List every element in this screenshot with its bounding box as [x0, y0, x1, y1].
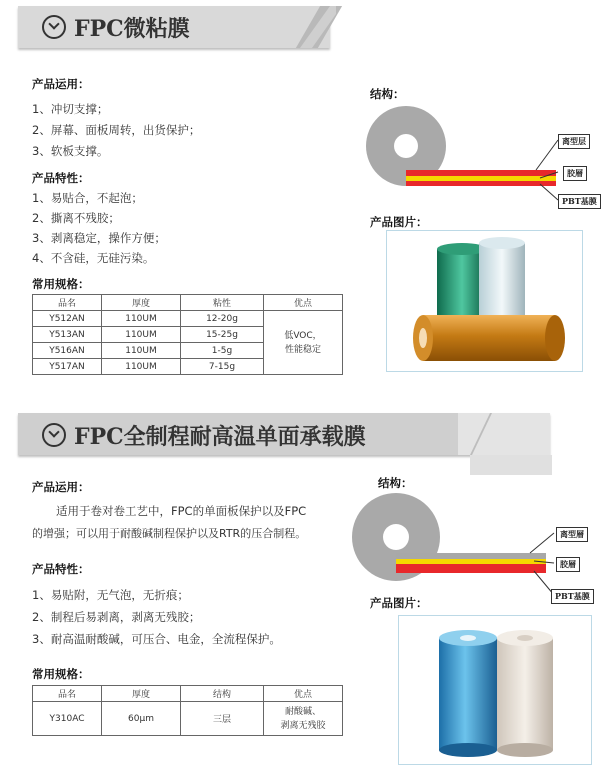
table-header: 优点: [264, 686, 343, 702]
structure-label-release-layer: 离型层: [558, 134, 590, 149]
structure-heading: 结构：: [370, 87, 405, 101]
features-heading: 产品特性：: [32, 562, 90, 576]
chevron-down-circle-icon: [42, 15, 66, 39]
banner-accent: [300, 6, 336, 56]
application-heading: 产品运用：: [32, 77, 90, 91]
photo-heading: 产品图片：: [370, 596, 428, 610]
table-cell: 三层: [181, 702, 264, 736]
table-cell: Y517AN: [33, 359, 102, 375]
spec-table: [32, 685, 343, 736]
feature-item: 2、制程后易剥离，剥离无残胶；: [32, 610, 201, 624]
table-row: [33, 311, 343, 327]
spec-table: [32, 294, 343, 375]
structure-diagram: [348, 491, 610, 601]
structure-label-adhesive: 胶層: [556, 557, 580, 572]
table-header: 粘性: [181, 295, 264, 311]
section-title: FPC全制程耐高温单面承载膜: [42, 420, 366, 451]
feature-item: 3、剥离稳定，操作方便；: [32, 231, 166, 245]
feature-item: 1、易贴合，不起泡；: [32, 191, 143, 205]
table-cell: 15-25g: [181, 327, 264, 343]
application-item: 1、冲切支撑；: [32, 102, 109, 116]
structure-label-pbt: PBT基膜: [558, 194, 601, 209]
table-header: 厚度: [102, 686, 181, 702]
product-photo: [398, 615, 592, 765]
chevron-down-circle-icon: [42, 423, 66, 447]
table-header: 品名: [33, 295, 102, 311]
table-cell: Y516AN: [33, 343, 102, 359]
structure-label-release-layer: 离型層: [556, 527, 588, 542]
table-cell: Y512AN: [33, 311, 102, 327]
table-header: 优点: [264, 295, 343, 311]
application-text: 的增强；可以用于耐酸碱制程保护以及RTR的压合制程。: [32, 527, 307, 540]
table-cell: 110UM: [102, 311, 181, 327]
advantage-cell: 耐酸碱、 剥离无残胶: [264, 702, 343, 736]
application-text: 适用于卷对卷工艺中，FPC的单面板保护以及FPC: [56, 504, 307, 518]
application-item: 2、屏幕、面板周转，出货保护；: [32, 123, 201, 137]
feature-item: 2、撕离不残胶；: [32, 211, 120, 225]
feature-item: 4、不含硅，无硅污染。: [32, 251, 155, 265]
table-cell: 1-5g: [181, 343, 264, 359]
advantage-cell: 低VOC， 性能稳定: [264, 311, 343, 375]
spec-heading: 常用规格：: [32, 277, 90, 291]
table-header-row: [33, 686, 343, 702]
table-cell: Y513AN: [33, 327, 102, 343]
table-header-row: [33, 295, 343, 311]
table-header: 厚度: [102, 295, 181, 311]
application-heading: 产品运用：: [32, 480, 90, 494]
application-item: 3、软板支撑。: [32, 144, 109, 158]
table-header: 品名: [33, 686, 102, 702]
structure-label-pbt: PBT基膜: [551, 589, 594, 604]
film-rolls-image: [387, 231, 582, 371]
product-photo: [386, 230, 583, 372]
section-title-banner: [18, 6, 330, 48]
table-row: [33, 702, 343, 736]
structure-heading: 结构：: [378, 476, 413, 490]
features-heading: 产品特性：: [32, 171, 90, 185]
structure-label-adhesive: 胶層: [563, 166, 587, 181]
film-rolls-image: [399, 616, 591, 764]
table-cell: 7-15g: [181, 359, 264, 375]
banner-accent: [470, 413, 552, 475]
section-title: FPC微粘膜: [42, 12, 190, 43]
photo-heading: 产品图片：: [370, 215, 428, 229]
spec-heading: 常用规格：: [32, 667, 90, 681]
table-cell: 110UM: [102, 359, 181, 375]
structure-diagram: [364, 104, 610, 208]
section-fpc-high-temp-carrier-film: [0, 405, 610, 768]
table-header: 结构: [181, 686, 264, 702]
table-cell: 12-20g: [181, 311, 264, 327]
table-cell: 60μm: [102, 702, 181, 736]
feature-item: 3、耐高温耐酸碱，可压合、电金，全流程保护。: [32, 632, 281, 646]
table-cell: Y310AC: [33, 702, 102, 736]
feature-item: 1、易贴附，无气泡，无折痕；: [32, 588, 189, 602]
table-cell: 110UM: [102, 343, 181, 359]
table-cell: 110UM: [102, 327, 181, 343]
